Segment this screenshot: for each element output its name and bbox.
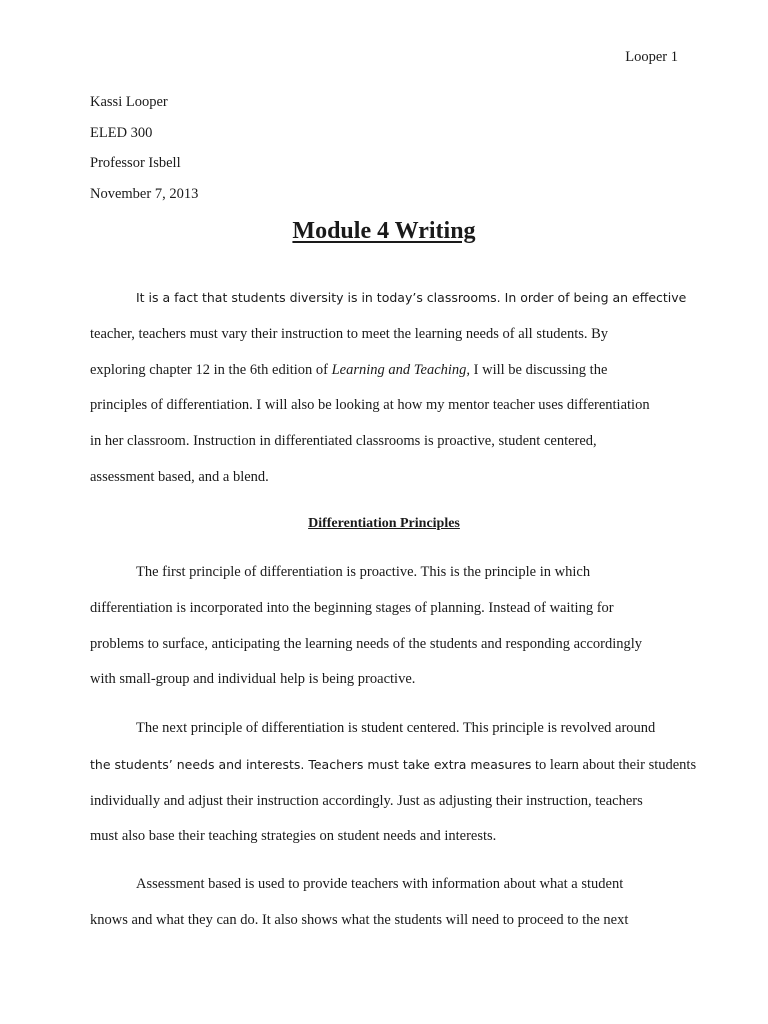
text-line: problems to surface, anticipating the learning needs of the students and responding accordingly xyxy=(90,635,643,652)
course-name: ELED 300 xyxy=(90,124,153,141)
text-run: exploring chapter 12 in the 6th edition of xyxy=(90,361,332,378)
text-line: assessment based, and a blend. xyxy=(90,468,269,485)
student-centered-paragraph xyxy=(90,711,697,855)
text-line xyxy=(90,353,680,389)
intro-paragraph xyxy=(90,280,687,496)
text-run: It is a fact that students diversity is in today’s classrooms. xyxy=(136,290,501,305)
text-line: knows and what they can do. It also shows what the students will need to proceed to the next xyxy=(90,911,629,928)
text-line: in her classroom. Instruction in differentiated classrooms is proactive, student centered, xyxy=(90,433,597,450)
text-line: differentiation is incorporated into the beginning stages of planning. Instead of waiting for xyxy=(90,599,614,616)
professor-name: Professor Isbell xyxy=(90,155,181,172)
text-run: I will be discussing the xyxy=(470,361,608,378)
document-date: November 7, 2013 xyxy=(90,186,199,203)
text-line: must also base their teaching strategies on student needs and interests. xyxy=(90,828,497,845)
text-line: teacher, teachers must vary their instruction to meet the learning needs of all students. By xyxy=(90,325,609,342)
text-line: individually and adjust their instruction accordingly. Just as adjusting their instruction, teachers xyxy=(90,792,643,809)
text-line xyxy=(90,280,687,317)
text-line: The next principle of differentiation is student centered. This principle is revolved around xyxy=(136,720,656,736)
text-line: The first principle of differentiation is proactive. This is the principle in which xyxy=(136,564,591,580)
running-header: Looper 1 xyxy=(625,49,678,65)
text-line: principles of differentiation. I will also be looking at how my mentor teacher uses differentiation xyxy=(90,397,650,414)
assessment-paragraph xyxy=(90,867,680,939)
author-name: Kassi Looper xyxy=(90,94,168,110)
mla-heading xyxy=(90,93,680,216)
text-run: the students’ needs and interests. Teachers must take extra measures xyxy=(90,756,532,772)
text-line: with small-group and individual help is being proactive. xyxy=(90,671,416,688)
text-line xyxy=(90,747,697,784)
book-title: Learning and Teaching, xyxy=(331,361,471,378)
document-title: Module 4 Writing xyxy=(292,218,476,244)
text-run: In order of being an effective xyxy=(500,290,687,305)
proactive-paragraph xyxy=(90,555,680,698)
text-line: Assessment based is used to provide teachers with information about what a student xyxy=(136,876,624,892)
text-run: to learn about their students xyxy=(531,756,697,773)
section-heading: Differentiation Principles xyxy=(308,516,460,531)
